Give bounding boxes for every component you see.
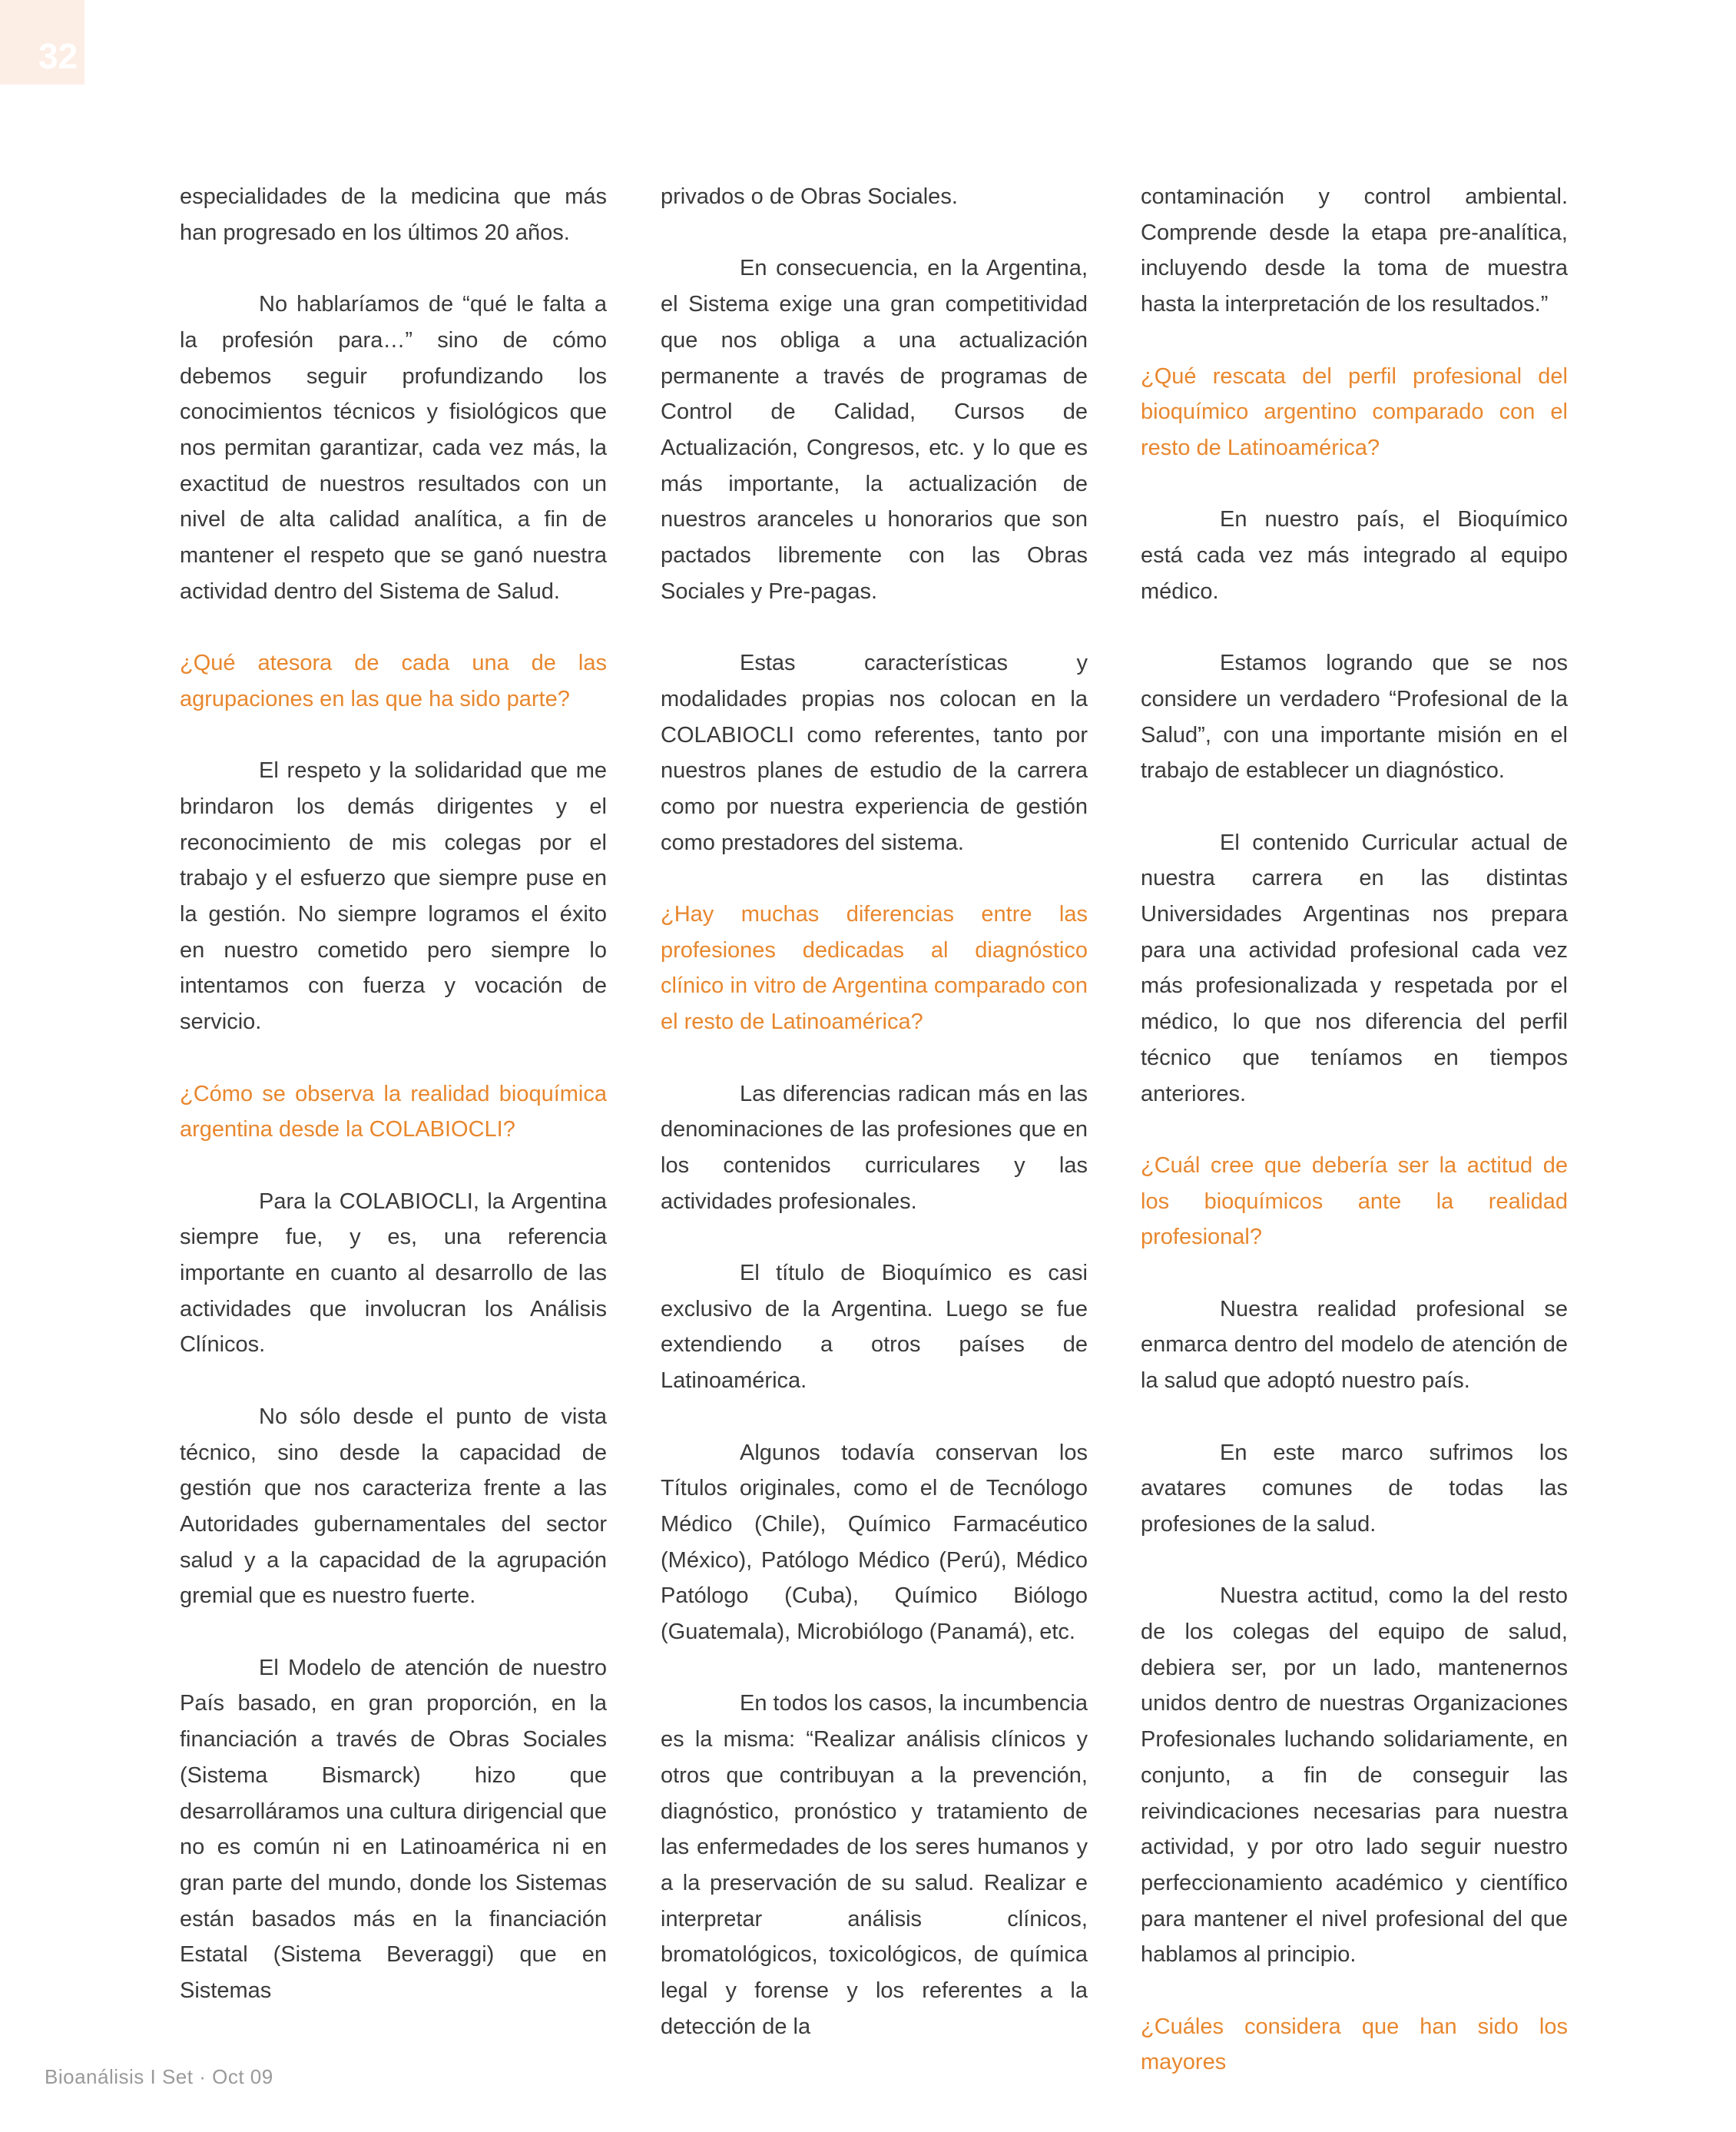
interview-question: ¿Cuál cree que debería ser la actitud de los bioquímicos ante la realidad profesional? — [1141, 1152, 1568, 1250]
interview-question: ¿Cómo se observa la realidad bioquímica argentina desde la COLABIOCLI? — [180, 1081, 607, 1142]
paragraph: En este marco sufrimos los avatares comunes de todas las profesiones de la salud. — [1141, 1440, 1568, 1537]
paragraph: Estas características y modalidades propias nos colocan en la COLABIOCLI como referentes, tanto por nuestros planes de estudio de la carrera como por nuestra experiencia de gestión como prestadores del sistema. — [661, 651, 1088, 855]
article-column-2 — [661, 179, 1088, 2044]
paragraph: No hablaríamos de “qué le falta a la profesión para…” sino de cómo debemos seguir profundizando los conocimientos técnicos y fisiológicos que nos permitan garantizar, cada vez más, la exactitud de nuestros resultados con un nivel de alta calidad analítica, a fin de mantener el respeto que se ganó nuestra actividad dentro del Sistema de Salud. — [180, 292, 607, 604]
interview-question: ¿Hay muchas diferencias entre las profesiones dedicadas al diagnóstico clínico in vitro de Argentina comparado con el resto de Latinoamérica? — [661, 902, 1088, 1035]
interview-question: ¿Qué atesora de cada una de las agrupaciones en las que ha sido parte? — [180, 651, 607, 711]
paragraph: Estamos logrando que se nos considere un verdadero “Profesional de la Salud”, con una importante misión en el trabajo de establecer un diagnóstico. — [1141, 651, 1568, 784]
paragraph: contaminación y control ambiental. Comprende desde la etapa pre-analítica, incluyendo desde la toma de muestra hasta la interpretación de los resultados.” — [1141, 184, 1568, 317]
paragraph: Nuestra realidad profesional se enmarca dentro del modelo de atención de la salud que adoptó nuestro país. — [1141, 1296, 1568, 1394]
paragraph: El respeto y la solidaridad que me brindaron los demás dirigentes y el reconocimiento de mis colegas por el trabajo y el esfuerzo que siempre puse en la gestión. No siempre logramos el éxito en nuestro cometido pero siempre lo intentamos con fuerza y vocación de servicio. — [180, 758, 607, 1035]
footer-publication-info: Bioanálisis I Set · Oct 09 — [45, 2065, 273, 2088]
paragraph: En consecuencia, en la Argentina, el Sistema exige una gran competitividad que nos obliga a una actualización permanente a través de programas de Control de Calidad, Cursos de Actualización, Congresos, etc. y lo que es más importante, la actualización de nuestros aranceles u honorarios que son pactados libremente con las Obras Sociales y Pre-pagas. — [661, 256, 1088, 604]
interview-question: ¿Qué rescata del perfil profesional del bioquímico argentino comparado con el resto de Latinoamérica? — [1141, 363, 1568, 460]
paragraph: El Modelo de atención de nuestro País basado, en gran proporción, en la financiación a través de Obras Sociales (Sistema Bismarck) hizo que desarrolláramos una cultura dirigencial que no es común ni en Latinoamérica ni en gran parte del mundo, donde los Sistemas están basados más en la financiación Estatal (Sistema Beveraggi) que en Sistemas — [180, 1655, 607, 2004]
paragraph: privados o de Obras Sociales. — [661, 184, 958, 209]
paragraph: Para la COLABIOCLI, la Argentina siempre fue, y es, una referencia importante en cuanto al desarrollo de las actividades que involucran los Análisis Clínicos. — [180, 1189, 607, 1358]
page-number: 32 — [38, 36, 78, 76]
interview-question: ¿Cuáles considera que han sido los mayores — [1141, 2014, 1568, 2075]
article-column-3 — [1141, 179, 1568, 2081]
paragraph: En todos los casos, la incumbencia es la misma: “Realizar análisis clínicos y otros que contribuyan a la prevención, diagnóstico, pronóstico y tratamiento de las enfermedades de los seres humanos y a la preservación de su salud. Realizar e interpretar análisis clínicos, bromatológicos, toxicológicos, de química legal y forense y los referentes a la detección de la — [661, 1691, 1088, 2039]
paragraph: Algunos todavía conservan los Títulos originales, como el de Tecnólogo Médico (Chile), Químico Farmacéutico (México), Patólogo Médico (Perú), Médico Patólogo (Cuba), Químico Biólogo (Guatemala), Microbiólogo (Panamá), etc. — [661, 1440, 1088, 1645]
paragraph: No sólo desde el punto de vista técnico, sino desde la capacidad de gestión que nos caracteriza frente a las Autoridades gubernamentales del sector salud y a la capacidad de la agrupación gremial que es nuestro fuerte. — [180, 1404, 607, 1609]
paragraph: En nuestro país, el Bioquímico está cada vez más integrado al equipo médico. — [1141, 507, 1568, 604]
paragraph: especialidades de la medicina que más han progresado en los últimos 20 años. — [180, 184, 607, 245]
paragraph: El título de Bioquímico es casi exclusivo de la Argentina. Luego se fue extendiendo a otros países de Latinoamérica. — [661, 1261, 1088, 1394]
paragraph: Las diferencias radican más en las denominaciones de las profesiones que en los contenidos curriculares y las actividades profesionales. — [661, 1081, 1088, 1214]
paragraph: Nuestra actitud, como la del resto de los colegas del equipo de salud, debiera ser, por un lado, mantenernos unidos dentro de nuestras Organizaciones Profesionales luchando solidariamente, en conjunto, a fin de conseguir las reivindicaciones necesarias para nuestra actividad, y por otro lado seguir nuestro perfeccionamiento académico y científico para mantener el nivel profesional del que hablamos al principio. — [1141, 1583, 1568, 1968]
paragraph: El contenido Curricular actual de nuestra carrera en las distintas Universidades Argentinas nos prepara para una actividad profesional cada vez más profesionalizada y respetada por el médico, lo que nos diferencia del perfil técnico que teníamos en tiempos anteriores. — [1141, 830, 1568, 1106]
article-column-1 — [180, 179, 607, 2009]
